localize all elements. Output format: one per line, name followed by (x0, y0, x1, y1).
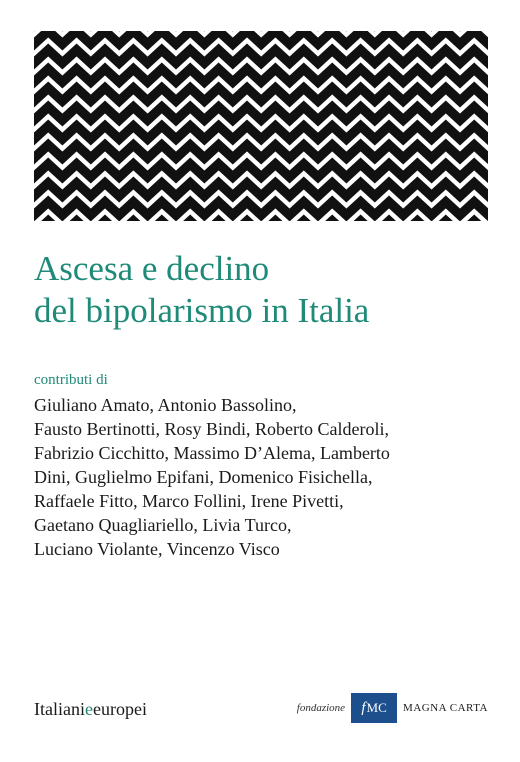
contributors-line: Giuliano Amato, Antonio Bassolino, (34, 395, 297, 415)
chevron-stripe (34, 126, 488, 139)
publisher-name-part: Italiani (34, 699, 85, 719)
contributors-line: Dini, Guglielmo Epifani, Domenico Fisichella, (34, 467, 373, 487)
chevron-pattern-band (34, 31, 488, 221)
title-line-2: del bipolarismo in Italia (34, 291, 370, 330)
chevron-stripe (34, 107, 488, 120)
contributors-line: Raffaele Fitto, Marco Follini, Irene Pivetti, (34, 491, 344, 511)
contributors-list (34, 393, 494, 561)
chevron-stripe (34, 183, 488, 196)
contributors-line: Luciano Violante, Vincenzo Visco (34, 539, 280, 559)
foundation-logo (297, 693, 488, 723)
chevron-stripe (34, 88, 488, 101)
fmc-logo-f: f (361, 699, 366, 716)
contributors-line: Gaetano Quagliariello, Livia Turco, (34, 515, 292, 535)
publisher-logo (34, 698, 147, 720)
foundation-name: MAGNA CARTA (403, 702, 488, 714)
chevron-stripe (34, 31, 488, 44)
chevron-stripe (34, 50, 488, 63)
chevron-stripe (34, 69, 488, 82)
publisher-name-part: europei (92, 699, 147, 719)
chevron-pattern (34, 31, 488, 221)
chevron-stripe (34, 164, 488, 177)
fmc-logo-mc: MC (366, 700, 387, 715)
fmc-logo-icon (351, 693, 397, 723)
contributions-label: contributi di (34, 372, 108, 388)
chevron-stripe (34, 145, 488, 158)
title-line-1: Ascesa e declino (34, 249, 270, 288)
chevron-stripe (34, 202, 488, 215)
book-title (34, 248, 494, 332)
contributors-line: Fabrizio Cicchitto, Massimo D’Alema, Lamberto (34, 443, 390, 463)
publisher-name-accent: e (84, 699, 93, 719)
contributors-line: Fausto Bertinotti, Rosy Bindi, Roberto Calderoli, (34, 419, 389, 439)
foundation-label: fondazione (296, 702, 346, 714)
